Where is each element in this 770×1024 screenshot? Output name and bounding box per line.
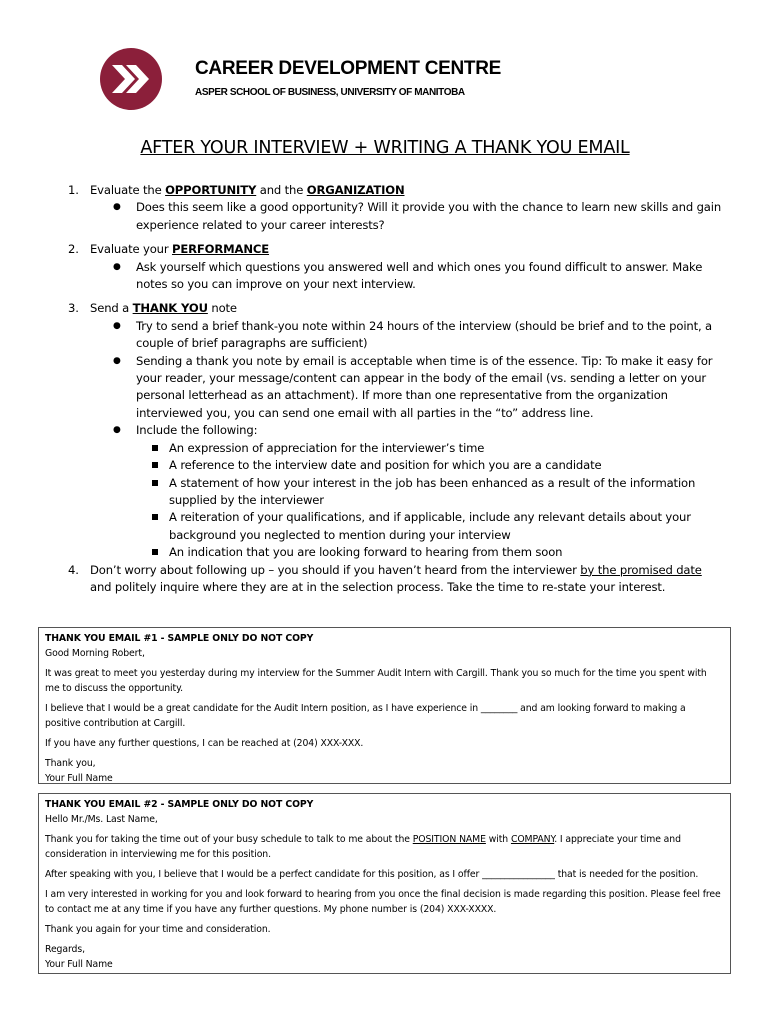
sub-bullet-text: A reference to the interview date and position for which you are a candidate: [169, 458, 602, 473]
step-number: 1.: [68, 183, 79, 197]
step-number: 3.: [68, 301, 79, 316]
email-sample-2: [38, 793, 731, 974]
email-text: with: [485, 834, 511, 845]
sub-bullet-item: [0, 475, 721, 510]
keyword-thank-you: THANK YOU: [132, 301, 208, 316]
step-text: Send a: [90, 301, 133, 316]
org-subtitle: ASPER SCHOOL OF BUSINESS, UNIVERSITY OF MANITOBA: [195, 87, 465, 98]
sub-bullet-item: [0, 440, 721, 457]
email-greeting: Hello Mr./Ms. Last Name,: [45, 814, 158, 825]
bullet-text: Try to send a brief thank-you note within 24 hours of the interview (should be brief and to the point, a couple of brief paragraphs are sufficient): [136, 318, 713, 351]
bullet-item: [0, 318, 721, 353]
square-bullet-icon: [152, 514, 158, 520]
bullet-item: [0, 353, 721, 423]
email-paragraph: Thank you again for your time and consideration.: [45, 924, 271, 935]
bullet-text: Ask yourself which questions you answered well and which ones you found difficult to answer. Make notes so you can improve on your next interview.: [136, 259, 703, 292]
step-text: and politely inquire where they are at in the selection process. Take the time to re-state your interest.: [90, 579, 666, 594]
keyword-performance: PERFORMANCE: [171, 242, 270, 257]
email-sample-1: [38, 627, 731, 784]
instructions-list: [0, 182, 770, 596]
bullet-icon: ●: [113, 261, 121, 272]
step-4: [0, 562, 720, 597]
bullet-text: Include the following:: [136, 423, 258, 438]
email-paragraph: It was great to meet you yesterday during my interview for the Summer Audit Intern with Cargill. Thank you so much for the time you spent with me to discuss the opportunity.: [45, 668, 707, 694]
keyword-opportunity: OPPORTUNITY: [165, 183, 257, 197]
bullet-text: Sending a thank you note by email is acceptable when time is of the essence. Tip: To make it easy for your reader, your message/content can appear in the body of the email (vs. sending a letter on your personal letterhead as an attachment). If more than one representative from the organization interviewed you, you can send one email with all parties in the “to” address line.: [136, 353, 713, 420]
bullet-item: [0, 199, 721, 234]
sub-bullet-item: [0, 544, 721, 561]
keyword-organization: ORGANIZATION: [306, 183, 405, 197]
org-title: CAREER DEVELOPMENT CENTRE: [195, 58, 502, 79]
email-paragraph: If you have any further questions, I can be reached at (204) XXX-XXX.: [45, 738, 364, 749]
email-closing: Regards,: [45, 944, 85, 955]
email-paragraph: [45, 832, 724, 862]
email-greeting: Good Morning Robert,: [45, 648, 145, 659]
sub-bullet-text: An indication that you are looking forward to hearing from them soon: [169, 545, 563, 560]
email-text: . I appreciate your time and consideration in interviewing me for this position.: [45, 834, 681, 860]
email-paragraph: After speaking with you, I believe that I would be a perfect candidate for this position, as I offer ________________ that is needed for the position.: [45, 869, 699, 880]
email-paragraph: I am very interested in working for you and look forward to hearing from you once the final decision is made regarding this position. Please feel free to contact me at any time if you have any further questions. My phone number is (204) XXX-XXXX.: [45, 889, 721, 915]
email-signature: Your Full Name: [45, 773, 113, 784]
sub-bullet-text: A reiteration of your qualifications, and if applicable, include any relevant details about your background you neglected to mention during your interview: [169, 510, 691, 542]
cdc-logo: [100, 48, 162, 110]
bullet-item: [0, 422, 721, 439]
square-bullet-icon: [152, 462, 158, 468]
page-title: AFTER YOUR INTERVIEW + WRITING A THANK YOU EMAIL: [140, 138, 630, 158]
sub-bullet-item: [0, 509, 721, 544]
email-text: Thank you for taking the time out of your busy schedule to talk to me about the: [45, 834, 413, 845]
step-text: Evaluate the: [90, 183, 166, 197]
sub-bullet-text: A statement of how your interest in the job has been enhanced as a result of the information supplied by the interviewer: [169, 475, 696, 507]
company-placeholder: COMPANY: [510, 834, 555, 845]
email-paragraph: I believe that I would be a great candidate for the Audit Intern position, as I have experience in ________ and am looking forward to making a positive contribution at Cargill.: [45, 703, 686, 729]
step-text: and the: [256, 183, 307, 197]
step-number: 2.: [68, 242, 79, 257]
bullet-icon: ●: [113, 355, 121, 366]
email-heading: THANK YOU EMAIL #1 - SAMPLE ONLY DO NOT COPY: [45, 633, 314, 644]
email-heading: THANK YOU EMAIL #2 - SAMPLE ONLY DO NOT COPY: [45, 799, 314, 810]
position-name-placeholder: POSITION NAME: [412, 834, 486, 845]
bullet-text: Does this seem like a good opportunity? Will it provide you with the chance to learn new skills and gain experience related to your career interests?: [136, 200, 722, 232]
bullet-icon: ●: [113, 202, 121, 213]
square-bullet-icon: [152, 549, 158, 555]
bullet-icon: ●: [113, 320, 121, 331]
sub-bullet-item: [0, 457, 721, 474]
step-2: [0, 241, 720, 258]
square-bullet-icon: [152, 480, 158, 486]
square-bullet-icon: [152, 445, 158, 451]
step-number: 4.: [68, 562, 79, 577]
bullet-item: [0, 259, 721, 294]
step-text: note: [207, 301, 237, 316]
sub-bullet-text: An expression of appreciation for the interviewer’s time: [169, 440, 485, 455]
email-signature: Your Full Name: [45, 959, 113, 970]
step-3: [0, 300, 720, 317]
bullet-icon: ●: [113, 425, 121, 436]
email-closing: Thank you,: [45, 758, 96, 769]
promised-date-text: by the promised date: [580, 562, 702, 577]
step-text: Don’t worry about following up – you should if you haven’t heard from the interviewer: [90, 562, 581, 577]
step-1: [0, 182, 720, 199]
step-text: Evaluate your: [90, 242, 172, 257]
